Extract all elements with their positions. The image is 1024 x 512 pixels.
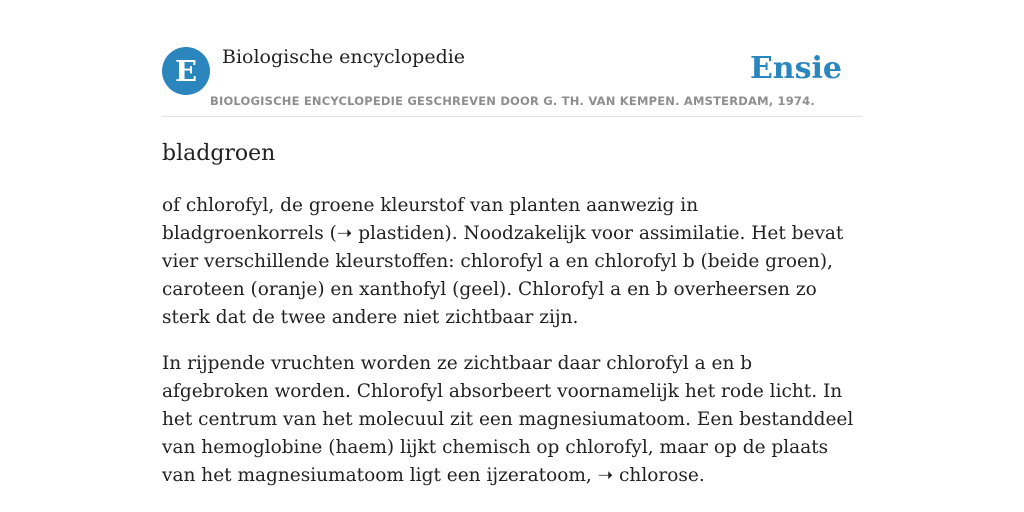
- entry-body: [162, 192, 862, 508]
- source-title[interactable]: Biologische encyclopedie: [222, 46, 466, 68]
- brand-logo[interactable]: Ensie: [749, 51, 842, 86]
- source-subtitle: BIOLOGISCHE ENCYCLOPEDIE GESCHREVEN DOOR G. TH. VAN KEMPEN. AMSTERDAM, 1974.: [210, 94, 815, 108]
- entry-paragraph: In rijpende vruchten worden ze zichtbaar daar chlorofyl a en b afgebroken worden. Chlorofyl absorbeert voornamelijk het rode licht. In het centrum van het molecuul zit een magnesiumatoom. Een bestanddeel van hemoglobine (haem) lijkt chemisch op chlorofyl, maar op de plaats van het magnesiumatoom ligt een ijzeratoom, ➝ chlorose.: [162, 353, 854, 486]
- entry-title: bladgroen: [162, 141, 276, 166]
- entry-paragraph: of chlorofyl, de groene kleurstof van planten aanwezig in bladgroenkorrels (➝ plastiden). Noodzakelijk voor assimilatie. Het bevat vier verschillende kleurstoffen: chlorofyl a en chlorofyl b (beide groen), caroteen (oranje) en xanthofyl (geel). Chlorofyl a en b overheersen zo sterk dat de twee andere niet zichtbaar zijn.: [162, 195, 844, 328]
- source-header: [162, 46, 862, 117]
- source-logo-icon[interactable]: E: [162, 47, 210, 95]
